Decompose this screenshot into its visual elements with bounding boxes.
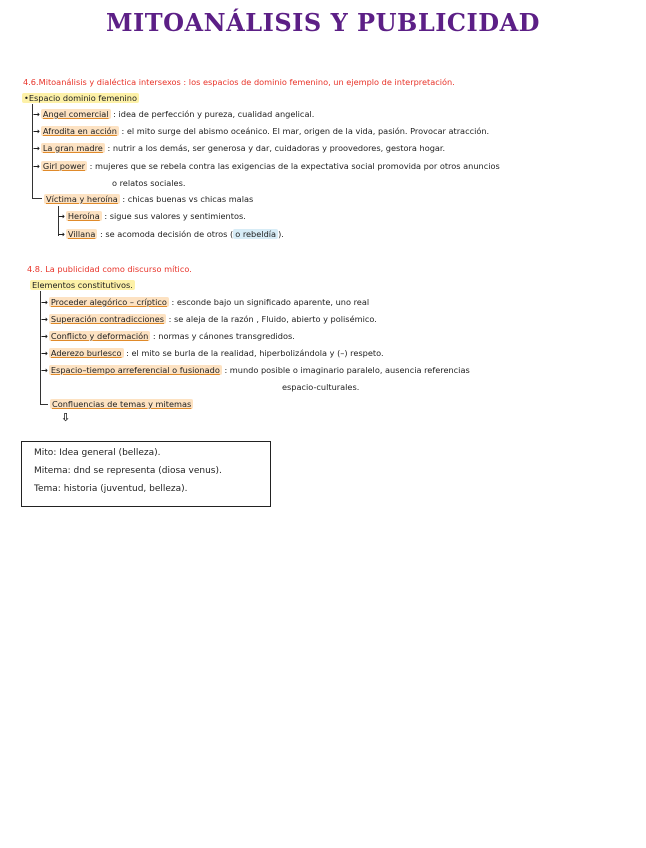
item-desc: : el mito se burla de la realidad, hiperbolizándola y (–) respeto. [126,348,384,358]
list-item: → Conflicto y deformación : normas y cánones transgredidos. [41,331,295,341]
sub-item-heroina: → Heroína : sigue sus valores y sentimientos. [58,211,246,221]
item-term: Aderezo burlesco [50,348,122,358]
list-item: → Aderezo burlesco : el mito se burla de la realidad, hiperbolizándola y (–) respeto. [41,348,384,358]
item-desc: : mujeres que se rebela contra las exigencias de la expectativa social promovida por otros anuncios [89,161,500,171]
label-text: Elementos constitutivos. [32,280,133,290]
box-text: : dnd se representa (diosa venus). [67,466,222,476]
item-desc: : idea de perfección y pureza, cualidad angelical. [113,109,315,119]
section-heading-4-6: 4.6.Mitoanálisis y dialéctica intersexos : los espacios de dominio femenino, un ejemplo de interpretación. [23,77,455,87]
box-line-mitema [34,466,222,476]
list-item-confluencias [50,398,193,410]
item-desc-continued: espacio-culturales. [282,382,360,392]
list-item: → Afrodita en acción : el mito surge del abismo oceánico. El mar, origen de la vida, pasión. Provocar atracción. [33,126,490,136]
item-desc: : esconde bajo un significado aparente, uno real [171,297,370,307]
item-term: Girl power [42,161,86,171]
item-term: Heroína [67,211,100,221]
box-text: : historia (juventud, belleza). [57,484,188,494]
list-item: → Angel comercial : idea de perfección y pureza, cualidad angelical. [33,109,315,119]
item-term: La gran madre [42,143,103,153]
page-title: MITOANÁLISIS Y PUBLICIDAD [105,8,540,37]
item-highlight: o rebeldía [235,229,277,239]
item-desc: : se aleja de la razón , Fluido, abierto y polisémico. [168,314,377,324]
box-label: Mitema [34,466,68,476]
box-line-mito [34,448,160,458]
item-desc-continued: o relatos sociales. [112,178,186,188]
definitions-box [21,441,271,507]
item-term: Confluencias de temas y mitemas [52,399,192,409]
sub-item-villana: → Villana : se acomoda decisión de otros ( o rebeldía ). [58,229,284,239]
tree-line [32,198,42,199]
item-term: Angel comercial [42,109,109,119]
elementos-label [30,279,135,291]
item-desc: : chicas buenas vs chicas malas [122,194,254,204]
item-desc: : el mito surge del abismo oceánico. El mar, origen de la vida, pasión. Provocar atracción. [121,126,490,136]
bullet-label: •Espacio dominio femenino [24,93,137,103]
list-item: → Superación contradicciones : se aleja de la razón , Fluido, abierto y polisémico. [41,314,377,324]
list-item-victima [44,193,253,205]
box-label: Tema [34,484,58,494]
item-desc: : nutrir a los demás, ser generosa y dar, cuidadoras y proovedores, gestora hogar. [107,143,446,153]
box-line-tema [34,484,188,494]
item-term: Conflicto y deformación [50,331,149,341]
box-label: Mito [34,448,54,458]
item-term: Villana [67,229,96,239]
list-item: → Girl power : mujeres que se rebela contra las exigencias de la expectativa social promovida por otros anuncios [33,161,500,171]
item-desc-end: ). [278,229,284,239]
item-term: Espacio–tiempo arreferencial o fusionado [50,365,220,375]
item-term: Proceder alegórico – críptico [50,297,167,307]
list-item: → Espacio–tiempo arreferencial o fusionado : mundo posible o imaginario paralelo, ausencia referencias [41,365,470,375]
bullet-espacio-dominio [22,92,139,104]
list-item: → La gran madre : nutrir a los demás, ser generosa y dar, cuidadoras y proovedores, gestora hogar. [33,143,446,153]
item-desc: : sigue sus valores y sentimientos. [104,211,246,221]
tree-line [40,404,48,405]
list-item: → Proceder alegórico – críptico : esconde bajo un significado aparente, uno real [41,297,370,307]
section-heading-4-8: 4.8. La publicidad como discurso mítico. [27,264,192,274]
item-desc: : normas y cánones transgredidos. [152,331,295,341]
item-desc: : se acomoda decisión de otros ( [99,229,234,239]
item-term: Superación contradicciones [50,314,165,324]
item-term: Afrodita en acción [42,126,117,136]
item-desc: : mundo posible o imaginario paralelo, ausencia referencias [224,365,470,375]
item-term: Víctima y heroína [46,194,118,204]
box-text: : Idea general (belleza). [53,448,161,458]
down-arrow-icon: ⇩ [61,411,71,424]
